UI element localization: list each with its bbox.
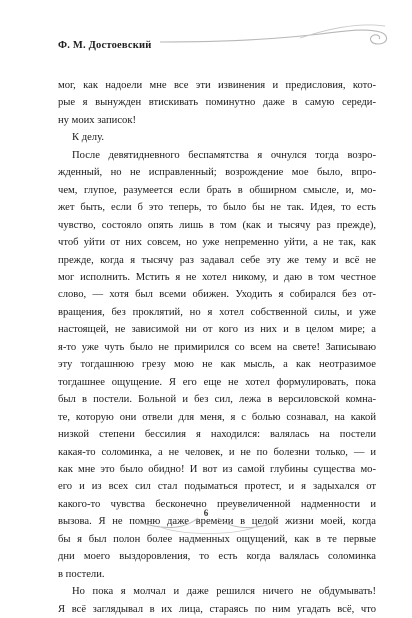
text-line: настоящей, не зависимой ни от кого из них и в целом мире; а [58,324,376,336]
running-head-author: Ф. М. Достоевский [58,40,152,51]
page-number: 6 [203,508,209,518]
text-line: ну моих записок! [58,114,136,126]
text-line: После девятидневного беспамятства я очнулся тогда возро- [72,149,376,161]
text-line: жденный, но не исправленный; возрождение мое было, впро- [58,167,376,179]
text-line: жет быть, если б это теперь, то было бы не так. Идея, то есть [58,202,376,214]
text-line: дни моего выздоровления, то есть когда валялась соломинка [58,551,376,563]
text-line: в постели. [58,568,105,580]
text-line: слово, — хотя был всеми обижен. Уходить я собирался без от- [58,289,376,301]
text-line: Я всё заглядывал в их лица, стараясь по ним угадать всё, что [58,603,376,615]
text-line: рые я вынужден втискивать поминутно даже в самую середи- [58,97,376,109]
text-line: какого-то чувства бесконечно преувеличенной надменности и [58,498,376,510]
text-line: я-то уже чуть было не примирился со всем на свете! Записываю [58,341,376,353]
text-line: был в постели. Больной и без сил, лежа в версиловской комна- [58,394,376,406]
text-line: вызова. Я не помню даже времени в целой жизни моей, когда [58,516,376,528]
text-line: бы я был полон более надменных ощущений, как в те первые [58,533,376,545]
text-line: чтоб уйти от них совсем, но уже непременно уйти, а не так, как [58,237,376,249]
text-line: его и из всех сил стал подыматься протест, и я задыхался от [58,481,376,493]
header-ornament-icon [150,20,400,60]
text-line: мог исполнить. Мстить я не хотел никому, и даю в том честное [58,271,376,283]
footer-ornament-icon [128,500,288,540]
text-line: эту тогдашнюю грезу мою не как мысль, а как неотразимое [58,359,376,371]
text-line: низкой степени бессилия я находился: валялась на постели [58,429,376,441]
text-line: какая-то соломинка, а не человек, и не по болезни только, — и [58,446,376,458]
text-line: вращения, без проклятий, но я хотел собственной силы, и уже [58,306,376,318]
text-line: чувство, состояло опять лишь в том (как и тысячу раз прежде), [58,219,376,231]
text-line: как мне это было обидно! И вот из самой глубины существа мо- [58,463,376,475]
text-line: мог, как надоели мне все эти извинения и предисловия, кото- [58,80,376,91]
text-line: К делу. [72,132,104,144]
text-line: Но пока я молчал и даже решился ничего не обдумывать! [72,586,376,598]
text-line: тогдашнее ощущение. Я его еще не хотел формулировать, пока [58,376,376,388]
text-line: прежде, когда я тысячу раз задавал себе эту же тему и всё не [58,254,376,266]
text-line: чем, глупое, разумеется если брать в обширном смысле, и, мо- [58,184,376,196]
text-line: те, которую они отвели для меня, я с болью сознавал, на какой [58,411,376,423]
